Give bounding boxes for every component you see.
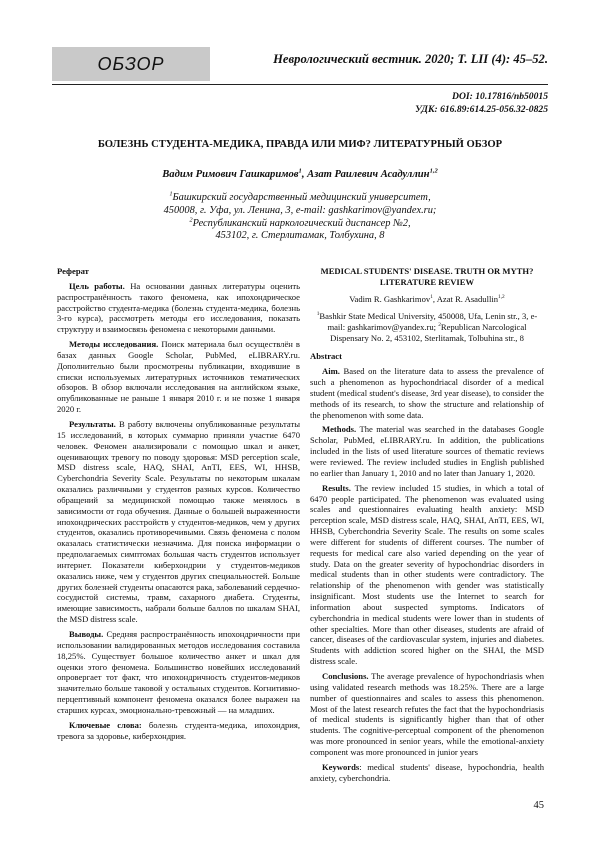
affil-1-sup: 1 [169,190,173,198]
page-number: 45 [533,800,544,811]
section-badge-label: ОБЗОР [97,53,165,74]
affil-1-en-sup: 1 [316,310,320,317]
author-2-en-sup: 1,2 [498,294,505,301]
affil-1-text: Башкирский государственный медицинский университет, [172,192,431,203]
affil-1-en-text: Bashkir State Medical University, 450008, Ufa, Lenin str., 3, e-mail: gashkarimov@yandex.ru; [319,310,538,332]
conclusions-en-text: The average prevalence of hypochondriasis when using validated research methods was 18.25%. There are a large number of questionnaires and scales to assess this phenomenon. Most of the latest research refutes the fact that the hypochondriasis of medical students is significantly higher than that of other students. The cognitive-perceptual component of the phenomenon was more pronounced in senior years, while the emotional-anxiety component was more pronounced in junior years [310,671,544,757]
affil-line-3 [52,218,548,231]
methods-ru-label: Методы исследования. [69,339,159,350]
author-2: Азат Раилевич Асадуллин [307,169,430,180]
author-en-separator: , [432,294,437,304]
conclusions-en [310,671,544,758]
keywords-ru-label: Ключевые слова: [69,719,142,730]
keywords-ru-text: болезнь студента-медика, ипохондрия, тревога за здоровье, киберхондрия. [57,719,300,741]
authors-ru [52,169,548,180]
affil-2-en-sup: 2 [438,321,441,328]
results-ru-label: Результаты. [69,418,116,429]
author-separator: , [301,169,308,180]
authors-en [310,294,544,305]
abstract-en-column [310,266,544,787]
aim-ru-label: Цель работы. [69,280,125,291]
article-title-ru: БОЛЕЗНЬ СТУДЕНТА-МЕДИКА, ПРАВДА ИЛИ МИФ? ЛИТЕРАТУРНЫЙ ОБЗОР [97,139,503,150]
results-en [310,483,544,667]
author-1: Вадим Римович Гашкаримов [162,169,299,180]
aim-en-text: Based on the literature data to assess the prevalence of such a phenomenon as hypochondriacal disorder of a medical student (medical student's disease, 3rd year disease), to consider the methods of its research, to show the structure and relationship of the phenomenon with some data. [310,366,544,420]
results-en-text: The review included 15 studies, in which a total of 6470 people participated. The phenomenon was evaluated using scales and questionnaires evaluating health anxiety: MSD perception scale, MSD distress scale, HAQ, SHAI, AnTI, EES, WI, HHSB, Cyberchondria Severity Scale. The results on some scales were different for students of different courses. The number of requests for medical care also varied depending on the year of study. Data on the greater severity of hypochondriac disorders in medical students than in other students were contradictory. The relationship of the phenomenon with gender was statistically insignificant. Most students use the Internet to search for information about suspected symptoms. Indicators of cyberchondria in medical students were lower than in students of other specialties. More than other diseases, students are afraid of cancer, diseases of the cardiovascular system, injuries and diabetes. Students with addiction scored higher on the SHAI, the MSD distress scale. [310,482,544,667]
author-1-en: Vadim R. Gashkarimov [349,294,431,304]
section-badge [52,47,210,81]
conclusions-en-label: Conclusions. [322,671,369,681]
affil-2-sup: 2 [189,216,193,224]
results-ru [57,419,300,625]
methods-ru [57,339,300,415]
abstract-ru-heading: Реферат [57,266,89,276]
aim-en [310,366,544,420]
conclusions-ru [57,629,300,716]
affil-line-1 [52,192,548,205]
header-rule [52,84,548,85]
keywords-en [310,762,544,784]
keywords-en-label: Keywords [322,761,360,772]
affil-line-2: 450008, г. Уфа, ул. Ленина, 3, e-mail: gashkarimov@yandex.ru; [163,204,437,216]
article-title-en: MEDICAL STUDENTS' DISEASE. TRUTH OR MYTH? LITERATURE REVIEW [320,266,534,287]
author-2-sup: 1,2 [429,167,438,175]
aim-ru-text: На основании данных литературы оценить распространённость такого феномена, как ипохондрическое расстройство студента-медика (болезнь студента-медика, болезнь 3-го курса), рассмотреть методы его исследования, показать структуру и взаимосвязь феномена с некоторыми данными. [57,280,300,335]
methods-en-text: The material was searched in the databases Google Scholar, PubMed, eLIBRARY.ru. In addition, the publications included in the lists of used literature sources of thematic reviews were reviewed. The review included studies in English published no earlier than January 1, 2010 and no later than January 1, 2020. [310,424,544,478]
methods-en [310,424,544,478]
results-ru-text: В работу включены опубликованные результаты 15 исследований, в которых суммарно приняли участие 6470 человек. Феномен анализировали с помощью шкал и анкет, оценивающих тревогу по поводу здоровья: MSD perception scale, MSD distress scale, HAQ, SHAI, AnTI, EES, WI, HHSB, Cyberchondria Severity Scale. Результаты по некоторым шкалам оказались различными у студентов разных курсов. Количество обращений за медицинской помощью также менялось в зависимости от года обучения. Данные о большей выраженности ипохондрических расстройств у студентов-медиков, чем у других студентов, оказались противоречивыми. Связь феномена с полом оказалась статистически незначима. Для поиска информации о предполагаемых симптомах большая часть студентов использует интернет. Показатели киберхондрии у студентов-медиков оказались ниже, чем у студентов других специальностей. Больше других болезней студенты опасаются рака, заболеваний сердечно-сосудистой системы, травм, сахарного диабета. Студенты, имеющие зависимость, набрали больше баллов по шкалам SHAI, the MSD distress scale. [57,418,300,625]
methods-en-label: Methods. [322,424,357,435]
author-1-en-sup: 1 [430,294,433,301]
affil-line-4: 453102, г. Стерлитамак, Толбухина, 8 [215,230,385,242]
abstract-ru-column [57,266,300,745]
affil-2-text: Республиканский наркологический диспансер №2, [192,217,411,229]
keywords-en-text: : medical students' disease, hypochondria, health anxiety, cyberchondria. [310,761,544,783]
journal-reference: Неврологический вестник. 2020; Т. LII (4): 45–52. [273,52,548,66]
author-1-sup: 1 [298,167,302,175]
abstract-en-heading: Abstract [310,351,342,362]
conclusions-ru-text: Средняя распространённость ипохондричности при использовании валидированных методов исследования составила 18,25%. Существует большое количество анкет и шкал для оценки этого феномена. Большинство новейших исследований опровергает тот факт, что ипохондричность студентов-медиков значительно больше таковой у остальных студентов. Когнитивно-перцептивный компонент феномена оказался более выражен на старших курсах, эмоционально-тревожный — на младших. [57,629,300,715]
aim-en-label: Aim. [322,366,340,377]
conclusions-ru-label: Выводы. [69,629,104,639]
udk: УДК: 616.89:614.25-056.32-0825 [415,104,548,115]
keywords-ru [57,720,300,742]
doi: DOI: 10.17816/nb50015 [452,91,548,102]
doi-block [415,90,548,116]
affiliations-en [310,311,544,344]
results-en-label: Results. [322,482,351,493]
author-2-en: Azat R. Asadullin [436,294,499,304]
aim-ru [57,281,300,335]
affiliations-ru [52,192,548,243]
affil-2-en-text: Republican Narcological Dispensary No. 2, 453102, Sterlitamak, Tolbuhina str., 8 [330,321,527,343]
methods-ru-text: Поиск материала был осуществлён в базах данных Google Scholar, PubMed, eLIBRARY.ru. Дополнительно были просмотрены публикации, входившие в списки используемых литературных источников тематических обзоров. В обзор включали исследования на английском языке, опубликованные не раньше 1 января 2010 г. и не позже 1 января 2020 г. [57,339,300,415]
